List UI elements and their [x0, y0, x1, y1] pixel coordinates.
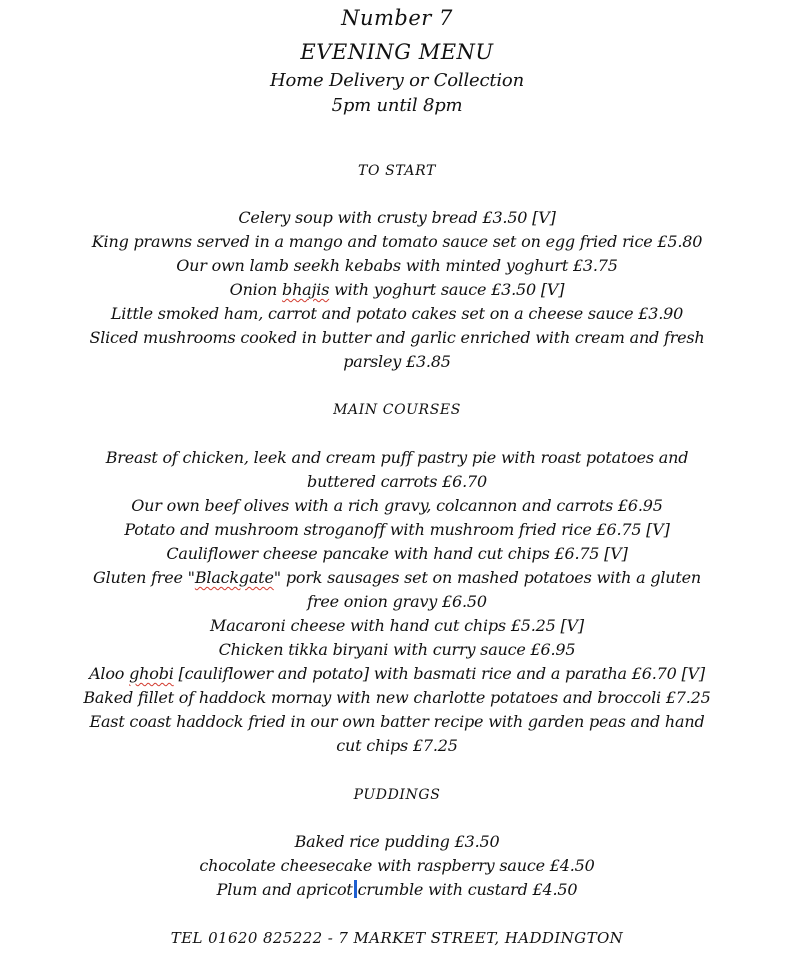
menu-item: King prawns served in a mango and tomato sauce set on egg fried rice £5.80: [91, 232, 703, 251]
menu-item: [0, 566, 794, 590]
menu-item-text: Onion: [229, 280, 283, 299]
menu-item-text: Gluten free ": [92, 568, 195, 587]
spellcheck-flagged-word[interactable]: bhajis: [282, 280, 330, 299]
menu-item-text: " pork sausages set on mashed potatoes with a gluten: [273, 568, 701, 587]
menu-item: chocolate cheesecake with raspberry sauce £4.50: [199, 856, 595, 875]
menu-item: Our own lamb seekh kebabs with minted yoghurt £3.75: [176, 256, 618, 275]
menu-item-text: Aloo: [89, 664, 130, 683]
menu-item: [0, 662, 794, 686]
menu-item: Little smoked ham, carrot and potato cakes set on a cheese sauce £3.90: [110, 304, 684, 323]
menu-title: EVENING MENU: [300, 40, 494, 64]
menu-item: East coast haddock fried in our own batter recipe with garden peas and hand: [89, 712, 705, 731]
menu-item-text: with yoghurt sauce £3.50 [V]: [329, 280, 565, 299]
text-cursor: [354, 880, 357, 898]
section-heading-starters: TO START: [358, 163, 436, 179]
menu-item: Celery soup with crusty bread £3.50 [V]: [238, 208, 556, 227]
menu-item: Baked rice pudding £3.50: [294, 832, 500, 851]
menu-item[interactable]: [0, 878, 794, 902]
menu-item: Potato and mushroom stroganoff with mushroom fried rice £6.75 [V]: [124, 520, 670, 539]
menu-item-continuation: parsley £3.85: [343, 352, 451, 371]
menu-item-continuation: buttered carrots £6.70: [307, 472, 487, 491]
service-type: Home Delivery or Collection: [270, 70, 524, 91]
menu-item-continuation: free onion gravy £6.50: [307, 592, 487, 611]
opening-hours: 5pm until 8pm: [331, 95, 463, 116]
menu-item: Breast of chicken, leek and cream puff pastry pie with roast potatoes and: [105, 448, 689, 467]
menu-item: Cauliflower cheese pancake with hand cut chips £6.75 [V]: [166, 544, 628, 563]
menu-item: Chicken tikka biryani with curry sauce £6.95: [218, 640, 576, 659]
contact-footer: TEL 01620 825222 - 7 MARKET STREET, HADDINGTON: [170, 929, 624, 947]
spellcheck-flagged-word[interactable]: Blackgate: [194, 568, 274, 587]
menu-item: Sliced mushrooms cooked in butter and garlic enriched with cream and fresh: [89, 328, 705, 347]
menu-item: Baked fillet of haddock mornay with new charlotte potatoes and broccoli £7.25: [83, 688, 711, 707]
section-heading-puddings: PUDDINGS: [353, 787, 441, 803]
menu-item-text: [cauliflower and potato] with basmati rice and a paratha £6.70 [V]: [173, 664, 705, 683]
section-heading-mains: MAIN COURSES: [333, 402, 461, 418]
menu-item: [0, 278, 794, 302]
menu-item: Our own beef olives with a rich gravy, colcannon and carrots £6.95: [131, 496, 663, 515]
menu-item-text: Plum and apricot: [216, 880, 353, 899]
restaurant-name: Number 7: [341, 6, 453, 30]
spellcheck-flagged-word[interactable]: ghobi: [129, 664, 174, 683]
menu-item: Macaroni cheese with hand cut chips £5.25 [V]: [210, 616, 584, 635]
menu-item-text: crumble with custard £4.50: [357, 880, 578, 899]
menu-item-continuation: cut chips £7.25: [336, 736, 458, 755]
